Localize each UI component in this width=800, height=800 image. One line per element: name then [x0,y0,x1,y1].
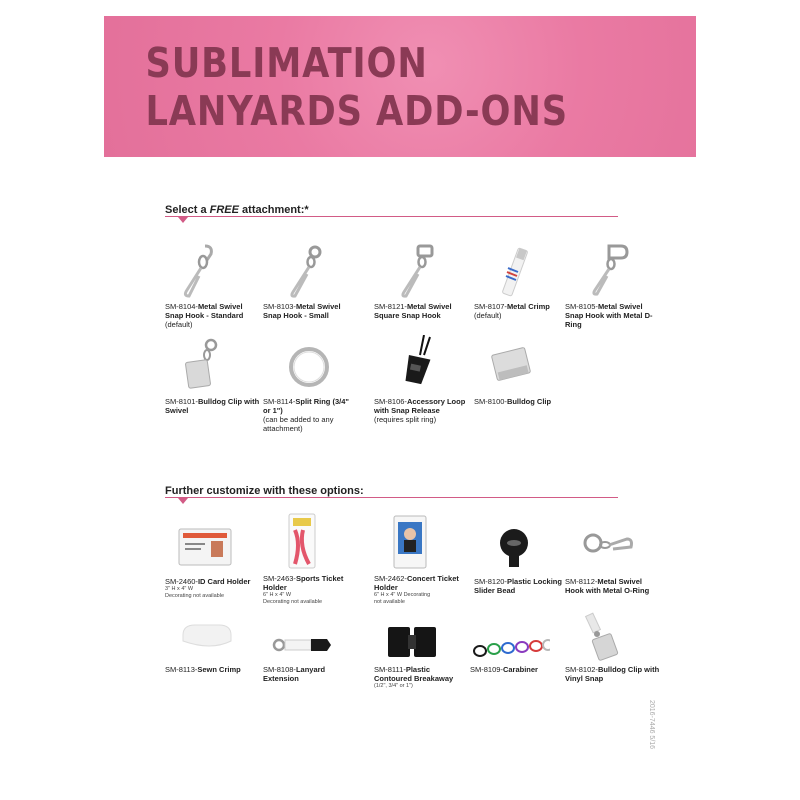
option-item: SM-2462-Concert Ticket Holder 6" H x 4" W Decorating not available [374,512,469,605]
sewn-crimp-icon [165,615,245,663]
d-ring-snap-hook-icon [565,240,645,300]
bulldog-clip-vinyl-snap-icon [565,612,645,663]
attachment-item: SM-8105-Metal Swivel Snap Hook with Metal D-Ring [565,240,660,329]
accessory-loop-icon [374,335,454,395]
attachment-item: SM-8106-Accessory Loop with Snap Release (requires split ring) [374,335,469,424]
id-card-holder-icon [165,515,245,575]
option-item: SM-8111-Plastic Contoured Breakaway (1/2", 3/4" or 1") [374,615,469,690]
bulldog-clip-icon [474,335,554,395]
heading-emphasis: FREE [209,204,239,216]
attachment-item: SM-8121-Metal Swivel Square Snap Hook [374,240,469,320]
option-item: SM-2463-Sports Ticket Holder 6" H x 4" W Decorating not available [263,512,358,605]
option-item: SM-8112-Metal Swivel Hook with Metal O-Ring [565,515,660,595]
section-rule [165,216,618,217]
section-rule [165,497,618,498]
sports-ticket-holder-icon [263,512,343,572]
bulldog-clip-swivel-icon [165,335,245,395]
option-item: SM-8113-Sewn Crimp [165,615,260,674]
page-title: SUBLIMATION LANYARDS ADD-ONS [145,38,568,135]
heading-suffix: attachment:* [238,204,309,216]
o-ring-hook-icon [565,515,645,575]
section-free-attachment-heading [165,204,309,216]
metal-crimp-icon [474,240,554,300]
lanyard-extension-icon [263,615,343,663]
swivel-snap-hook-icon [165,240,245,300]
section-customize-heading: Further customize with these options: [165,485,364,497]
concert-ticket-holder-icon [374,512,454,572]
option-item: SM-8120-Plastic Locking Slider Bead [474,515,569,595]
option-item: SM-8102-Bulldog Clip with Vinyl Snap [565,612,660,683]
option-item: SM-8109-Carabiner [470,615,565,674]
document-code: 2016-7446 5/16 [648,700,655,750]
split-ring-icon [263,335,343,395]
header-banner [104,16,696,157]
option-item: SM-2460-ID Card Holder 3" H x 4" W Decorating not available [165,515,260,599]
section-marker [178,498,188,504]
section-marker [178,217,188,223]
option-item: SM-8108-Lanyard Extension [263,615,358,683]
breakaway-icon [374,615,454,663]
slider-bead-icon [474,515,554,575]
attachment-item: SM-8114-Split Ring (3/4" or 1") (can be added to any attachment) [263,335,358,433]
attachment-item: SM-8104-Metal Swivel Snap Hook - Standard (default) [165,240,260,329]
heading-prefix: Select a [165,204,210,216]
attachment-item: SM-8100-Bulldog Clip [474,335,569,406]
small-swivel-snap-hook-icon [263,240,343,300]
carabiner-icon [470,615,550,663]
attachment-item: SM-8107-Metal Crimp (default) [474,240,569,320]
attachment-item: SM-8101-Bulldog Clip with Swivel [165,335,260,415]
attachment-item: SM-8103-Metal Swivel Snap Hook - Small [263,240,358,320]
square-snap-hook-icon [374,240,454,300]
